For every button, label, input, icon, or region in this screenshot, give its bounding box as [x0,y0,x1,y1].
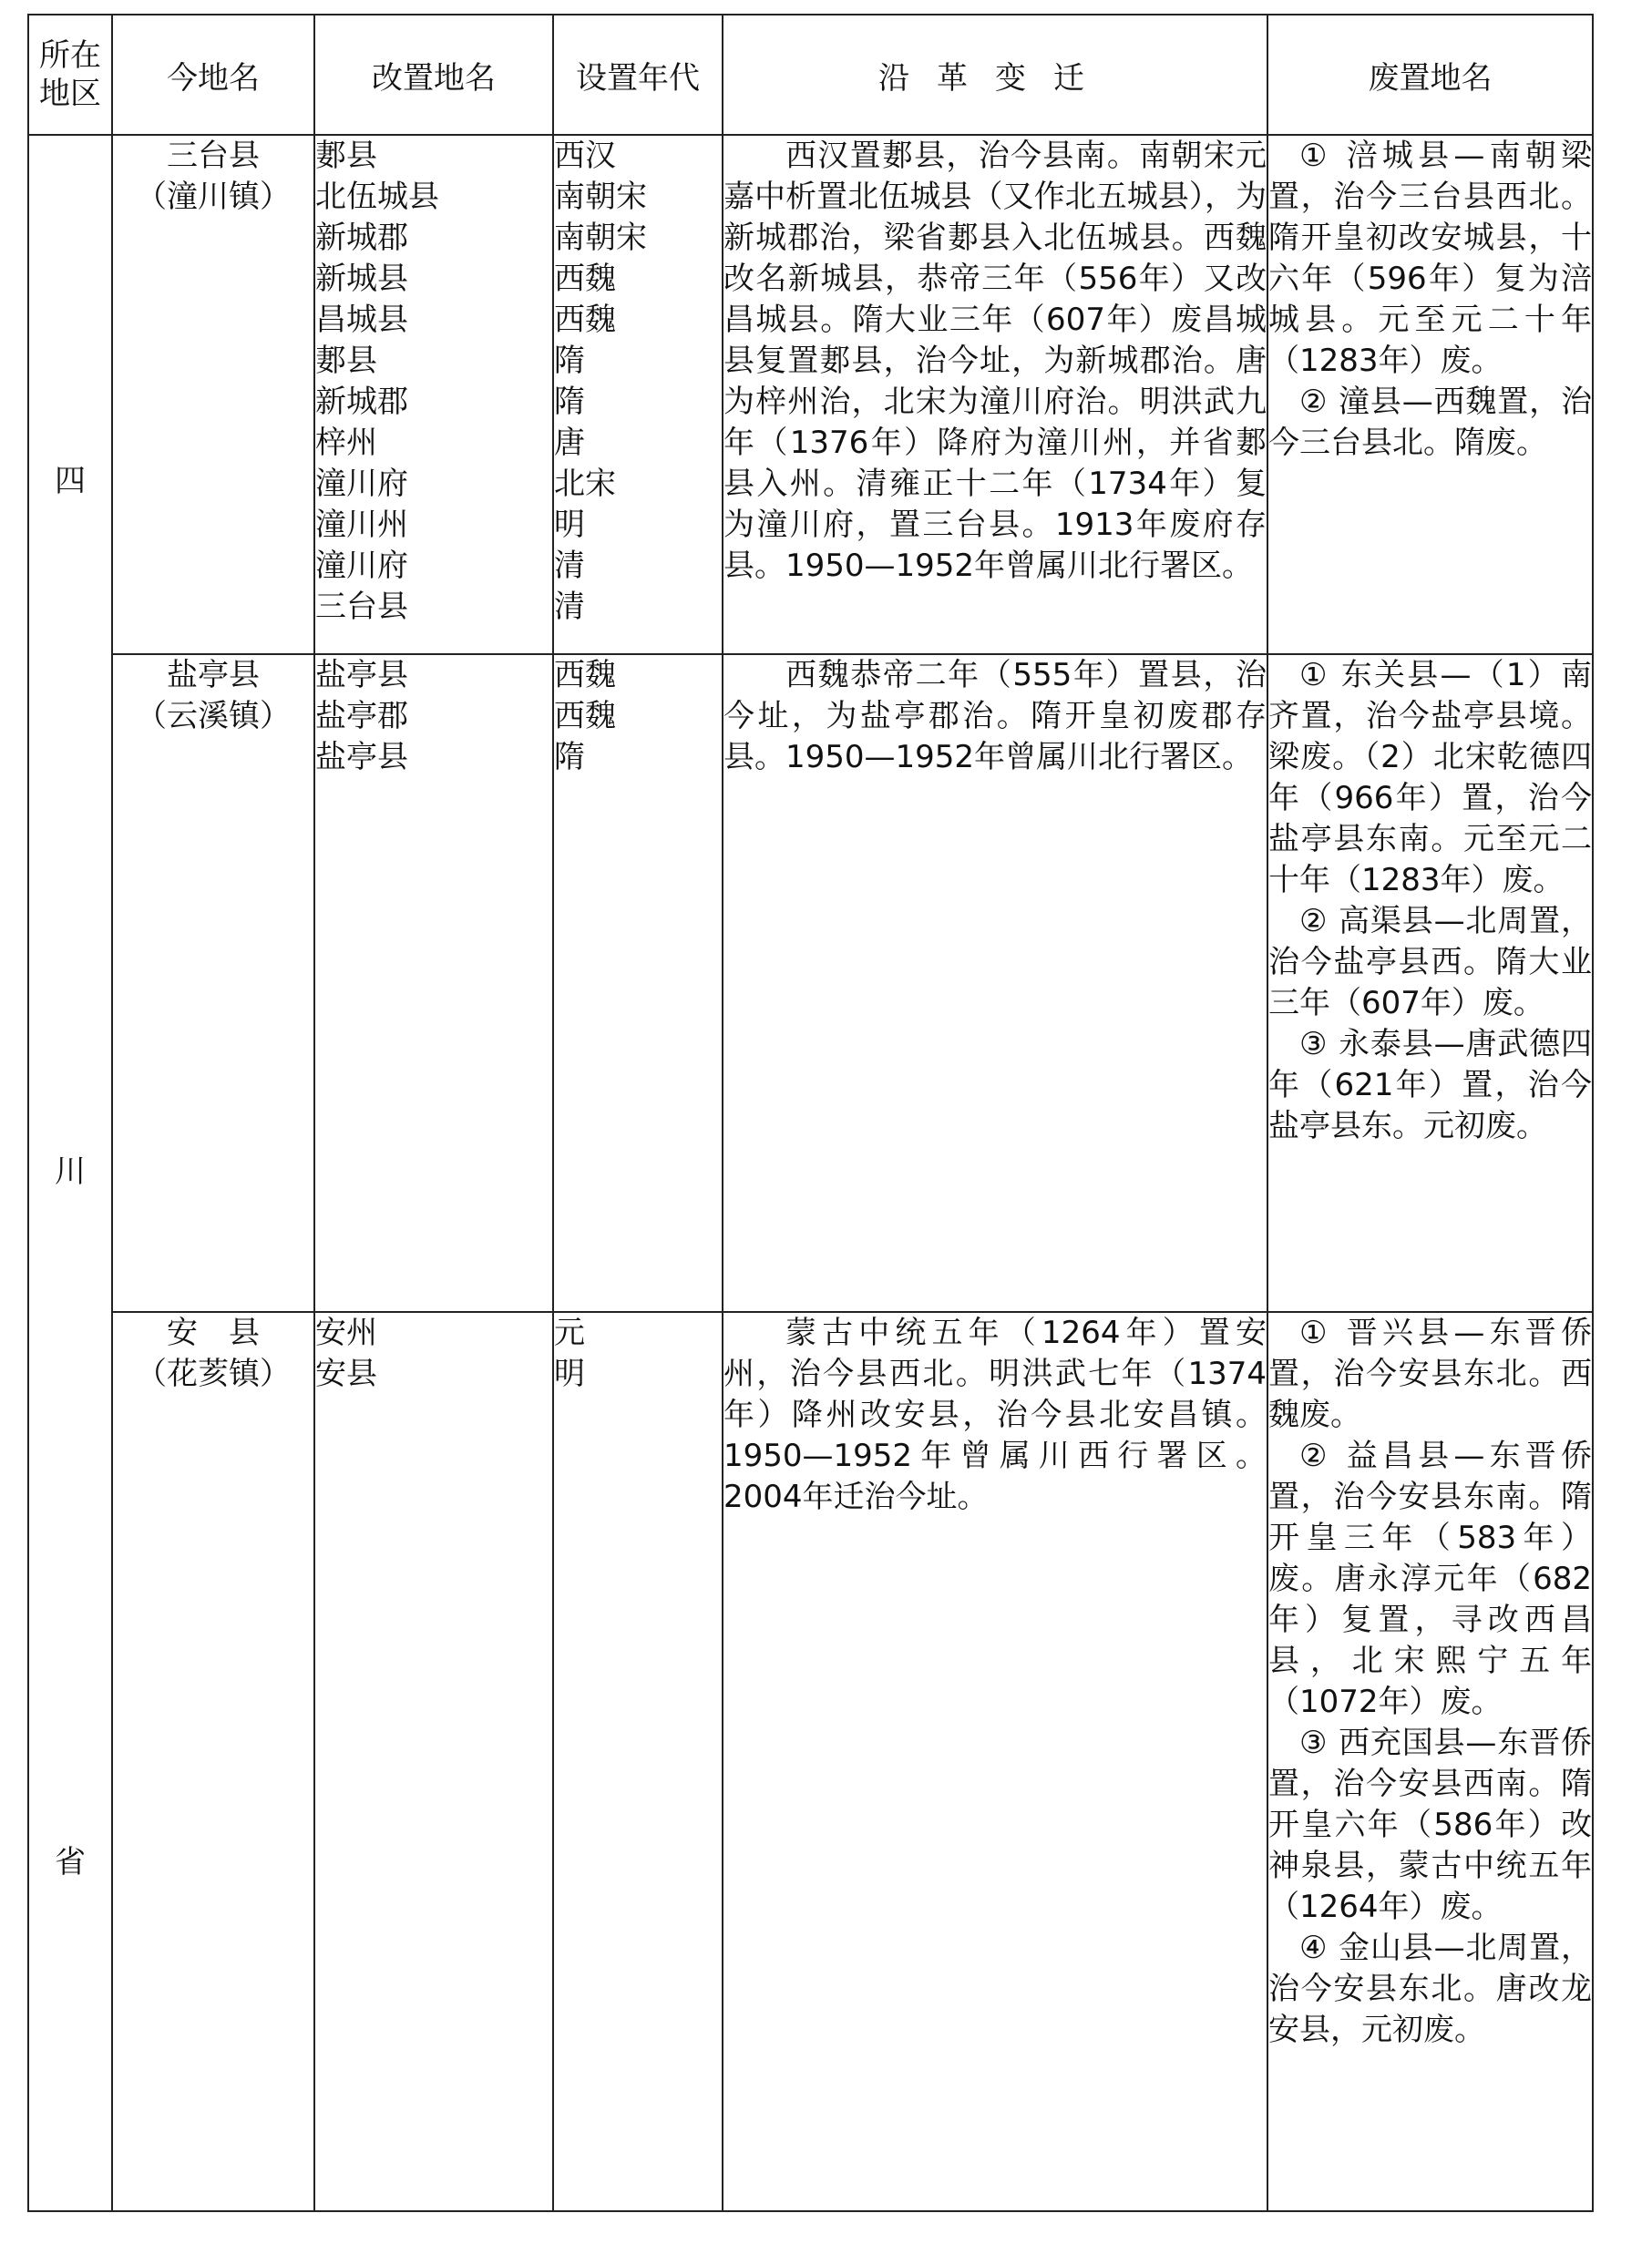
abolished-cell [1267,135,1593,654]
header-history: 沿革变迁 [723,15,1267,135]
era: 西魏 [554,657,616,693]
region-cell [28,135,112,2211]
changed-name: 新城县 [315,261,408,297]
region-char: 四 [55,462,86,499]
header-region [28,15,112,135]
abolished-entry: ① 涪城县—南朝梁置，治今三台县西北。隋开皇初改安城县，十六年（596年）复为涪城县。元至元二十年（1283年）废。 [1268,138,1592,379]
header-set-era: 设置年代 [553,15,723,135]
region-char: 省 [55,1844,86,1881]
county-seat: （潼川镇） [136,179,291,215]
history-text: 西汉置郪县，治今县南。南朝宋元嘉中析置北伍城县（又作北五城县），为新城郡治，梁省郪县入北伍城县。西魏改名新城县，恭帝三年（556年）又改昌城县。隋大业三年（607年）废昌城县复置郪县，治今址，为新城郡治。唐为梓州治，北宋为潼川府治。明洪武九年（1376年）降府为潼川州，并省郪县入州。清雍正十二年（1734年）复为潼川府，置三台县。1913年废府存县。1950—1952年曾属川北行署区。 [723,138,1267,584]
table-row [28,1312,1593,2211]
era-cell [553,1312,723,2211]
abolished-entry: ① 东关县—（1）南齐置，治今盐亭县境。梁废。（2）北宋乾德四年（966年）置，治今盐亭县东南。元至元二十年（1283年）废。 [1268,657,1592,898]
abolished-entry: ② 益昌县—东晋侨置，治今安县东南。隋开皇三年（583年）废。唐永淳元年（682年）复置，寻改西昌县，北宋熙宁五年（1072年）废。 [1268,1438,1592,1720]
changed-name: 新城郡 [315,220,408,256]
header-changed-names: 改置地名 [314,15,553,135]
changed-name: 新城郡 [315,384,408,420]
changed-name: 安州 [315,1315,377,1351]
county-seat: （花荄镇） [136,1356,291,1392]
header-current-name: 今地名 [112,15,314,135]
history-text: 蒙古中统五年（1264年）置安州，治今县西北。明洪武七年（1374年）降州改安县，治今县北安昌镇。1950—1952年曾属川西行署区。2004年迁治今址。 [723,1315,1267,1515]
changed-names-cell [314,1312,553,2211]
changed-name: 昌城县 [315,302,408,338]
era: 隋 [554,739,585,775]
era: 隋 [554,343,585,379]
history-cell [723,135,1267,654]
era: 清 [554,548,585,584]
changed-name: 安县 [315,1356,377,1392]
era: 唐 [554,425,585,461]
era: 元 [554,1315,585,1351]
era: 西汉 [554,138,616,174]
era: 西魏 [554,698,616,734]
changed-name: 潼川府 [315,466,408,502]
changed-name: 潼川州 [315,507,408,543]
current-name-cell [112,1312,314,2211]
current-name-cell [112,654,314,1312]
header-abolished: 废置地名 [1267,15,1593,135]
current-name-cell [112,135,314,654]
changed-name: 北伍城县 [315,179,439,215]
era: 南朝宋 [554,220,647,256]
era: 西魏 [554,302,616,338]
table-row [28,654,1593,1312]
header-region-line1: 所在 [39,37,101,74]
era: 南朝宋 [554,179,647,215]
abolished-entry: ① 晋兴县—东晋侨置，治今安县东北。西魏废。 [1268,1315,1592,1433]
abolished-entry: ④ 金山县—北周置，治今安县东北。唐改龙安县，元初废。 [1268,1930,1592,2048]
abolished-entry: ③ 西充国县—东晋侨置，治今安县西南。隋开皇六年（586年）改神泉县，蒙古中统五年（1264年）废。 [1268,1725,1592,1925]
current-name: 三台县 [167,138,260,174]
changed-names-cell [314,135,553,654]
era: 隋 [554,384,585,420]
history-cell [723,654,1267,1312]
abolished-cell [1267,1312,1593,2211]
era: 清 [554,589,585,625]
table-row [28,135,1593,654]
changed-name: 三台县 [315,589,408,625]
era: 明 [554,507,585,543]
gazetteer-table [27,14,1594,2212]
abolished-cell [1267,654,1593,1312]
abolished-entry: ③ 永泰县—唐武德四年（621年）置，治今盐亭县东。元初废。 [1268,1026,1592,1144]
era-cell [553,654,723,1312]
county-seat: （云溪镇） [136,698,291,734]
changed-name: 郪县 [315,343,377,379]
changed-name: 盐亭郡 [315,698,408,734]
era: 北宋 [554,466,616,502]
current-name: 安 县 [167,1315,260,1351]
header-row [28,15,1593,135]
changed-names-cell [314,654,553,1312]
changed-name: 梓州 [315,425,377,461]
abolished-entry: ② 潼县—西魏置，治今三台县北。隋废。 [1268,384,1592,461]
changed-name: 郪县 [315,138,377,174]
changed-name: 盐亭县 [315,657,408,693]
era: 西魏 [554,261,616,297]
region-char: 川 [55,1153,86,1190]
changed-name: 潼川府 [315,548,408,584]
header-region-line2: 地区 [39,76,101,112]
history-text: 西魏恭帝二年（555年）置县，治今址，为盐亭郡治。隋开皇初废郡存县。1950—1952年曾属川北行署区。 [723,657,1267,775]
changed-name: 盐亭县 [315,739,408,775]
abolished-entry: ② 高渠县—北周置，治今盐亭县西。隋大业三年（607年）废。 [1268,903,1592,1021]
era-cell [553,135,723,654]
current-name: 盐亭县 [167,657,260,693]
era: 明 [554,1356,585,1392]
history-cell [723,1312,1267,2211]
